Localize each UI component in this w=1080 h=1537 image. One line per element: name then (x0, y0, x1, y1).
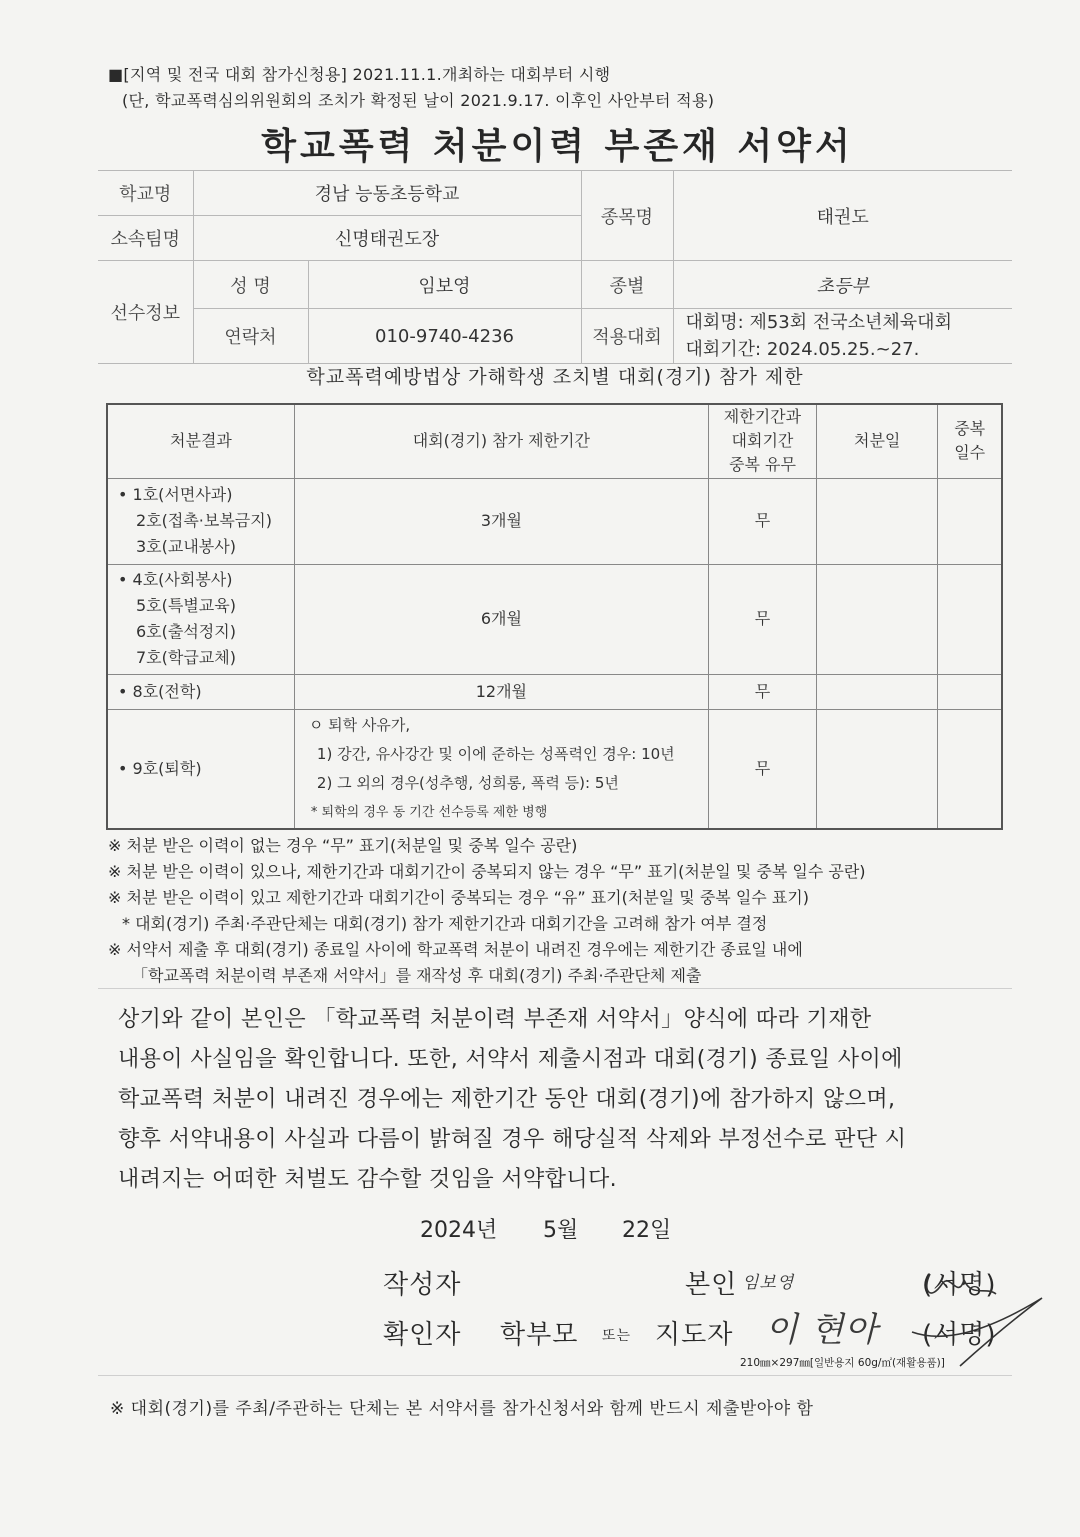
row2-item3: 6호(출석정지) (136, 622, 236, 641)
notes-section (108, 833, 1028, 989)
note-2: ※ 처분 받은 이력이 있으나, 제한기간과 대회기간이 중복되지 않는 경우 “무” 표기(처분일 및 중복 일수 공란) (108, 862, 866, 881)
contact-label: 연락처 (193, 309, 308, 364)
row1-result (107, 478, 294, 564)
row2-date (817, 564, 938, 674)
header-overlap-line2: 대회기간 (731, 431, 794, 451)
declaration-line-4: 향후 서약내용이 사실과 다름이 밝혀질 경우 해당실적 삭제와 부정선수로 판단 시 (118, 1127, 907, 1152)
category-label: 종별 (581, 261, 673, 309)
declaration-rule (98, 988, 1012, 989)
header-overlap-line1: 제한기간과 (723, 407, 802, 427)
note-4: * 대회(경기) 주최·주관단체는 대회(경기) 참가 제한기간과 대회기간을 고려해 참가 여부 결정 (122, 914, 768, 933)
row4-desc-line2: 1) 강간, 유사강간 및 이에 준하는 성폭력인 경우: 10년 (316, 744, 675, 763)
header-period: 대회(경기) 참가 제한기간 (294, 404, 708, 478)
coach-label: 지도자 (655, 1320, 734, 1350)
final-note: ※ 대회(경기)를 주최/주관하는 단체는 본 서약서를 참가신청서와 함께 반드시 제출받아야 함 (110, 1399, 814, 1419)
row3-period: 12개월 (294, 674, 708, 709)
row2-item2: 5호(특별교육) (136, 596, 236, 615)
row1-date (817, 478, 938, 564)
event-period: 대회기간: 2024.05.25.~27. (685, 339, 920, 360)
table-row (107, 674, 1002, 709)
header-date: 처분일 (817, 404, 938, 478)
sport-label: 종목명 (581, 171, 673, 261)
confirmer-label: 확인자 (383, 1320, 462, 1350)
category-value: 초등부 (673, 261, 1012, 309)
team-label: 소속팀명 (98, 216, 193, 261)
sport-value: 태권도 (673, 171, 1012, 261)
footer-rule (98, 1375, 1012, 1376)
player-info-label: 선수정보 (98, 261, 193, 364)
declaration-line-2: 내용이 사실임을 확인합니다. 또한, 서약서 제출시점과 대회(경기) 종료일 사이에 (118, 1047, 903, 1072)
note-5: ※ 서약서 제출 후 대회(경기) 종료일 사이에 학교폭력 처분이 내려진 경우에는 제한기간 종료일 내에 (108, 940, 803, 959)
row4-description (294, 709, 708, 829)
event-name: 대회명: 제53회 전국소년체육대회 (685, 312, 952, 333)
declaration-line-5: 내려지는 어떠한 처벌도 감수할 것임을 서약합니다. (118, 1167, 618, 1192)
note-6: 「학교폭력 처분이력 부존재 서약서」를 재작성 후 대회(경기) 주최·주관단체 제출 (132, 966, 702, 985)
declaration-line-1: 상기와 같이 본인은 「학교폭력 처분이력 부존재 서약서」양식에 따라 기재한 (118, 1007, 872, 1032)
header-line-1: ■[지역 및 전국 대회 참가신청용] 2021.11.1.개최하는 대회부터 시행 (108, 65, 611, 84)
date-year: 2024년 (420, 1218, 498, 1243)
table-row (107, 478, 1002, 564)
table-row (107, 564, 1002, 674)
coach-handwritten-name: 이 현아 (765, 1310, 879, 1350)
table-row (107, 709, 1002, 829)
date-day: 22일 (622, 1218, 672, 1243)
restriction-header-row (107, 404, 1002, 478)
row1-item3: 3호(교내봉사) (136, 537, 236, 556)
note-1: ※ 처분 받은 이력이 없는 경우 “무” 표기(처분일 및 중복 일수 공란) (108, 836, 578, 855)
header-overlap (708, 404, 816, 478)
event-label: 적용대회 (581, 309, 673, 364)
header-days-line1: 중복 (954, 419, 986, 439)
declaration-text (118, 1000, 998, 1200)
row4-desc-line3: 2) 그 외의 경우(성추행, 성희롱, 폭력 등): 5년 (316, 773, 619, 792)
header-result: 처분결과 (107, 404, 294, 478)
self-handwritten-name: 임보영 (742, 1273, 795, 1293)
note-3: ※ 처분 받은 이력이 있고 제한기간과 대회기간이 중복되는 경우 “유” 표기(처분일 및 중복 일수 표기) (108, 888, 810, 907)
row3-date (817, 674, 938, 709)
paper-spec: 210㎜×297㎜[일반용지 60g/㎡(재활용품)] (740, 1357, 945, 1369)
confirmer-sign-mark: (서명) (922, 1320, 997, 1350)
or-label: 또는 (602, 1328, 632, 1344)
row2-item1: • 4호(사회봉사) (118, 570, 233, 589)
header-days (938, 404, 1002, 478)
declaration-line-3: 학교폭력 처분이 내려진 경우에는 제한기간 동안 대회(경기)에 참가하지 않으며, (118, 1087, 896, 1112)
self-label: 본인 (685, 1270, 738, 1300)
date-month: 5월 (543, 1218, 579, 1243)
parent-label: 학부모 (500, 1320, 579, 1350)
row1-period: 3개월 (294, 478, 708, 564)
writer-sign-mark: (서명) (922, 1270, 997, 1300)
row4-desc-line4: * 퇴학의 경우 동 기간 선수등록 제한 병행 (310, 804, 548, 820)
row1-overlap: 무 (708, 478, 816, 564)
row4-days (938, 709, 1002, 829)
name-label: 성 명 (193, 261, 308, 309)
row4-desc-line1: ㅇ 퇴학 사유가, (308, 715, 411, 734)
row1-item1: • 1호(서면사과) (118, 485, 233, 504)
info-table (98, 170, 1012, 364)
row3-overlap: 무 (708, 674, 816, 709)
name-value: 임보영 (308, 261, 581, 309)
school-value: 경남 능동초등학교 (193, 171, 581, 216)
row4-overlap: 무 (708, 709, 816, 829)
restriction-table (106, 403, 1003, 830)
row3-result: • 8호(전학) (107, 674, 294, 709)
header-days-line2: 일수 (954, 443, 986, 463)
row2-days (938, 564, 1002, 674)
team-value: 신명태권도장 (193, 216, 581, 261)
document-title: 학교폭력 처분이력 부존재 서약서 (261, 126, 854, 167)
writer-label: 작성자 (383, 1270, 462, 1300)
row3-days (938, 674, 1002, 709)
row1-days (938, 478, 1002, 564)
school-label: 학교명 (98, 171, 193, 216)
header-overlap-line3: 중복 유무 (728, 455, 796, 475)
row4-result: • 9호(퇴학) (107, 709, 294, 829)
row2-item4: 7호(학급교체) (136, 648, 236, 667)
header-line-2: (단, 학교폭력심의위원회의 조치가 확정된 날이 2021.9.17. 이후인 사안부터 적용) (122, 91, 715, 110)
restriction-subtitle: 학교폭력예방법상 가해학생 조치별 대회(경기) 참가 제한 (306, 366, 804, 388)
row1-item2: 2호(접촉·보복금지) (136, 511, 272, 530)
row4-date (817, 709, 938, 829)
row2-overlap: 무 (708, 564, 816, 674)
contact-value: 010-9740-4236 (308, 309, 581, 364)
event-info (673, 309, 1012, 364)
row2-period: 6개월 (294, 564, 708, 674)
row2-result (107, 564, 294, 674)
